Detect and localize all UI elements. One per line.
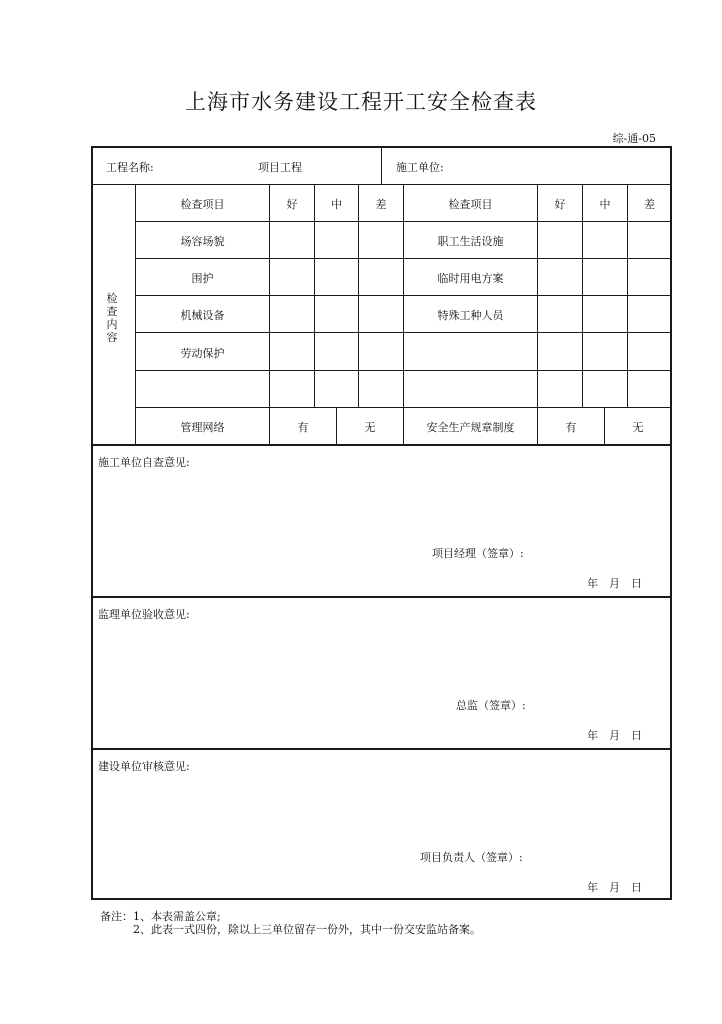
- col-header-bad: 差: [644, 198, 655, 211]
- rule-section: [91, 444, 672, 446]
- rule-col: [537, 184, 538, 444]
- form-code: 综-通-05: [612, 132, 656, 145]
- owner-sign-label: 项目负责人（签章）:: [420, 851, 523, 864]
- notes: [100, 910, 481, 936]
- col-header-bad: 差: [375, 198, 387, 211]
- check-item: 围护: [191, 272, 214, 285]
- rule-col: [314, 184, 315, 407]
- border-bottom: [91, 898, 672, 900]
- contractor-label: 施工单位:: [396, 161, 444, 174]
- safety-rules-yes: 有: [565, 421, 577, 434]
- page-title: 上海市水务建设工程开工安全检查表: [185, 90, 537, 114]
- note-line: 备注：1、本表需盖公章;: [100, 910, 221, 923]
- rule-header-col: [381, 146, 382, 184]
- border-left: [91, 146, 93, 899]
- rule-header: [91, 184, 672, 185]
- safety-rules-label: 安全生产规章制度: [426, 421, 515, 434]
- mgmt-network-yes: 有: [297, 421, 309, 434]
- project-name-value: 项目工程: [258, 161, 302, 174]
- rule-col: [582, 184, 583, 407]
- supervisor-opinion-label: 监理单位验收意见:: [98, 608, 190, 621]
- rule-col: [627, 184, 628, 407]
- col-header-item: 检查项目: [180, 198, 225, 211]
- supervisor-sign-label: 总监（签章）:: [456, 699, 526, 712]
- rule-col: [358, 184, 359, 407]
- contractor-date: 年 月 日: [587, 577, 642, 590]
- check-item: 场容场貌: [180, 235, 225, 248]
- col-header-item: 检查项目: [448, 198, 493, 211]
- supervisor-date: 年 月 日: [587, 729, 642, 742]
- rule-section: [91, 596, 672, 598]
- col-header-good: 好: [286, 198, 298, 211]
- project-name-label: 工程名称:: [106, 161, 154, 174]
- check-item: 临时用电方案: [437, 272, 504, 285]
- owner-date: 年 月 日: [587, 881, 642, 894]
- col-header-good: 好: [554, 198, 566, 211]
- rule-section: [91, 748, 672, 750]
- contractor-sign-label: 项目经理（签章）:: [432, 547, 524, 560]
- mgmt-network-no: 无: [364, 421, 376, 434]
- contractor-opinion-label: 施工单位自查意见:: [98, 456, 190, 469]
- col-header-mid: 中: [599, 198, 611, 211]
- note-line: 2、此表一式四份，除以上三单位留存一份外，其中一份交安监站备案。: [100, 923, 481, 936]
- safety-rules-no: 无: [632, 421, 644, 434]
- col-header-mid: 中: [331, 198, 342, 211]
- rule-col: [269, 184, 270, 444]
- check-item: 特殊工种人员: [437, 309, 504, 322]
- check-item: 劳动保护: [180, 347, 225, 360]
- check-item: 机械设备: [180, 309, 225, 322]
- owner-opinion-label: 建设单位审核意见:: [98, 760, 190, 773]
- mgmt-network-label: 管理网络: [180, 421, 225, 434]
- check-item: 职工生活设施: [437, 235, 504, 248]
- check-section-label: 检 查 内 容: [106, 292, 118, 344]
